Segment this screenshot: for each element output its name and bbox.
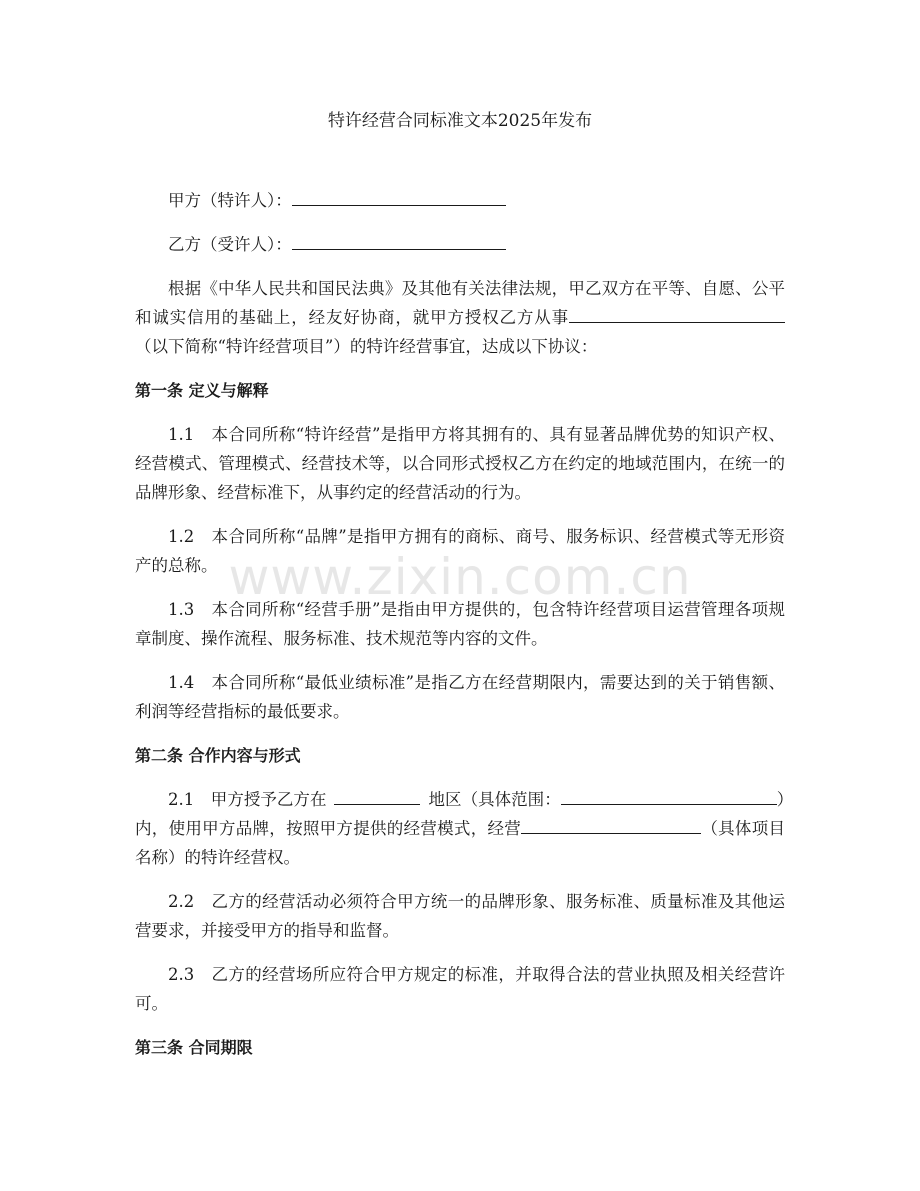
intro-text-1: 根据《中华人民共和国民法典》及其他有关法律法规，甲乙双方在平等、自愿、公平和诚实信用的基础上，经友好协商，就甲方授权乙方从事 [135,279,785,327]
article-1-heading: 第一条 定义与解释 [135,381,269,400]
clause-2-1 [135,785,785,872]
party-b-blank [292,231,506,250]
party-b-label: 乙方（受许人）： [168,235,292,254]
scope-blank [561,786,777,805]
intro-text-2: （以下简称“特许经营项目”）的特许经营事宜，达成以下协议： [135,337,598,356]
project-blank [569,304,785,323]
clause-2-3: 2.3 乙方的经营场所应符合甲方规定的标准，并取得合法的营业执照及相关经营许可。 [135,965,785,1013]
clause-2-1-text-1: 2.1 甲方授予乙方在 [168,790,327,809]
clause-2-2: 2.2 乙方的经营活动必须符合甲方统一的品牌形象、服务标准、质量标准及其他运营要求，并接受甲方的指导和监督。 [135,892,785,940]
document-body [135,186,785,1077]
intro-paragraph [135,274,785,361]
party-a-blank [292,187,506,206]
region-blank [334,786,420,805]
clause-1-2: 1.2 本合同所称“品牌”是指甲方拥有的商标、商号、服务标识、经营模式等无形资产的总称。 [135,527,785,575]
party-a-line [135,186,785,215]
clause-1-1: 1.1 本合同所称“特许经营”是指甲方将其拥有的、具有显著品牌优势的知识产权、经营模式、管理模式、经营技术等，以合同形式授权乙方在约定的地域范围内，在统一的品牌形象、经营标准下，从事约定的经营活动的行为。 [135,425,785,502]
clause-2-1-text-4: （具体项目名称）的特许经营权。 [135,819,786,867]
article-2-heading: 第二条 合作内容与形式 [135,746,301,765]
document-title: 特许经营合同标准文本2025年发布 [327,111,593,131]
article-3-heading: 第三条 合同期限 [135,1038,253,1057]
item-name-blank [521,815,701,834]
site-watermark: www.zixin.com.cn [228,548,692,606]
party-b-line [135,230,785,259]
party-a-label: 甲方（特许人）： [168,191,292,210]
clause-1-3: 1.3 本合同所称“经营手册”是指由甲方提供的，包含特许经营项目运营管理各项规章制度、操作流程、服务标准、技术规范等内容的文件。 [135,600,785,648]
clause-2-1-text-2: 地区（具体范围： [428,790,561,809]
clause-2-1-text-3: ）内，使用甲方品牌，按照甲方提供的经营模式，经营 [135,790,786,838]
clause-1-4: 1.4 本合同所称“最低业绩标准”是指乙方在经营期限内，需要达到的关于销售额、利润等经营指标的最低要求。 [135,673,785,721]
